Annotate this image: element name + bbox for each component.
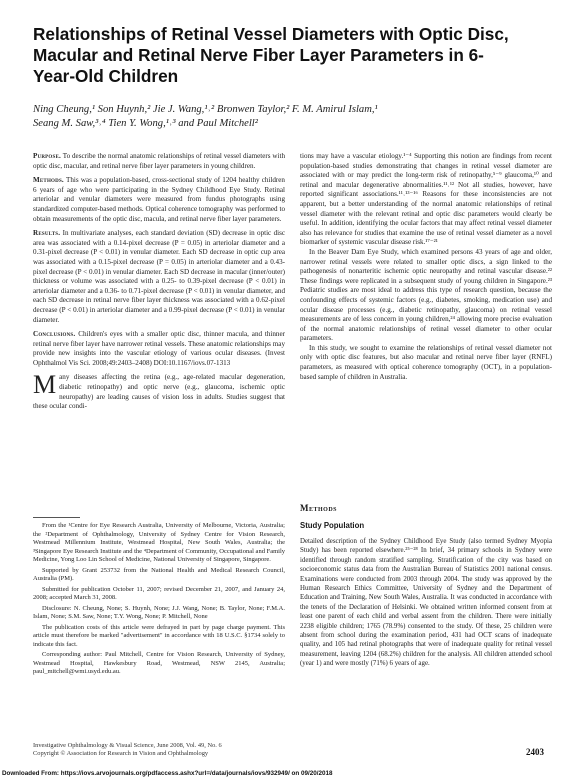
footnote-affiliations: From the ¹Centre for Eye Research Australia, University of Melbourne, Victoria, Australia; the ²Department of Ophthalmology, University of Sydney Centre for Vision Research, Westmead Millennium Institute, Westmead Hospital, New South Wales, Australia; the ³Singapore Eye Research Institute and the ⁴Department of Community, Occupational and Family Medicine, Yong Loo Lin School of Medicine, National University of Singapore, Singapore. (33, 522, 285, 563)
footnote-disclosure: Disclosure: N. Cheung, None; S. Huynh, None; J.J. Wang, None; B. Taylor, None; F.M.A. Islam, None; S.M. Saw, None; T.Y. Wong, None; P. Mitchell, None (33, 604, 285, 620)
abstract-conclusions: Conclusions. Children's eyes with a smaller optic disc, thinner macula, and thinner retinal nerve fiber layer have narrower retinal vessels. These anatomic relationships may provide new insights into the vascular etiology of various ocular diseases. (Invest Ophthalmol Vis Sci. 2008;49:2403–2408) DOI:10.1167/iovs.07-1313 (33, 330, 285, 367)
intro-continuation: tions may have a vascular etiology.¹⁻⁴ Supporting this notion are findings from recent population-based studies demonstrating that changes in retinal vessel diameter are associated with or may predict the long-term risk of retinopathy,⁵⁻⁹ glaucoma,¹⁰ and retinal and macular degenerative abnormalities.¹¹˒¹² Not all studies, however, have reported significant associations.¹¹˒¹³⁻¹⁶ Reasons for these inconsistencies are not apparent, but a better understanding of the normal anatomic relationships of retinal vessel diameter with the relevant retinal and optic disc parameters would clearly be useful. In addition, identifying the ocular factors that may affect retinal vessel diameter also has relevance for studies that examine the use of retinal vessel diameter as a novel biomarker of systemic vascular disease risk.¹⁷⁻²¹ (300, 152, 552, 247)
page-number: 2403 (526, 747, 544, 757)
journal-citation: Investigative Ophthalmology & Visual Science, June 2008, Vol. 49, No. 6 (33, 742, 222, 749)
footnote-rule (33, 517, 80, 518)
footnote-funding: Supported by Grant 253732 from the National Health and Medical Research Council, Australia (PM). (33, 566, 285, 582)
author-list (33, 103, 543, 131)
abstract (33, 152, 285, 368)
intro-paragraph-3: In this study, we sought to examine the relationships of retinal vessel diameter not only with optic disc features, but also macular and retinal nerve fiber layer (RNFL) parameters, as measured with optical coherence tomography (OCT), in a population-based sample of children in Australia. (300, 343, 552, 381)
author-line-2: Seang M. Saw,³˒⁴ Tien Y. Wong,¹˒³ and Paul Mitchell² (33, 118, 258, 129)
right-column (300, 152, 552, 382)
footnote-submission: Submitted for publication October 11, 2007; revised December 21, 2007, and January 24, 2008; accepted March 31, 2008. (33, 585, 285, 601)
study-population-text: Detailed description of the Sydney Childhood Eye Study (also termed Sydney Myopia Study) has been reported elsewhere.²⁵⁻²⁸ In brief, 34 primary schools in Sydney were identified through random stratified sampling. Stratification of the city was based on socioeconomic status data from the Australian Bureau of Statistics 2001 national census. Examinations were conducted from 2003 through 2004. The study was approved by the Human Research Ethics Committee, University of Sydney and the Department of Education and Training, New South Wales, Australia. It was conducted in accordance with the tenets of the Declaration of Helsinki. We obtained written informed consent from at least one parent of each child and verbal assent from the children. There were initially 2238 eligible children; 1765 (78.9%) consented to the study. Of these, 25 children were absent from school during the examination period, 431 had OCT scans of inadequate quality, and 105 had retinal photographs that were of inadequate quality for retinal vessel measurement, leaving 1204 (68.2%) children for the analysis. All children attended school (year 1) and were mostly (71%) 6 years of age. (300, 538, 552, 668)
abstract-results: Results. In multivariate analyses, each standard deviation (SD) decrease in optic disc area was associated with a 0.14-pixel decrease (P = 0.05) in arteriolar diameter and a 0.31-pixel decrease (P < 0.01) in venular diameter. Each SD decrease in optic cup area was associated with a 0.15-pixel decrease (P = 0.05) in arteriolar diameter and a 0.43-pixel decrease (P < 0.01) in venular diameter. Each SD decrease in macular (inner/outer) thickness or volume was associated with a 0.25- to 0.39-pixel decrease (P < 0.01) in arteriolar diameter and a 0.36- to 0.71-pixel decrease (P < 0.01) in venular diameter, and each SD decrease in retinal nerve fiber layer thickness was associated with a 0.62-pixel decrease (P < 0.01) in arteriolar diameter and a 0.99-pixel decrease (P < 0.01) in venular diameter. (33, 229, 285, 324)
methods-heading: Methods (300, 503, 338, 513)
abstract-methods: Methods. This was a population-based, cross-sectional study of 1204 healthy children 6 years of age who were participating in the Sydney Childhood Eye Study. Retinal arteriolar and venular diameters were measured from fundus photographs using standardized computer-based methods. Optical coherence tomography was performed to obtain measurements of the optic disc, macula, and retinal nerve fiber layer parameters. (33, 176, 285, 223)
footnotes (33, 522, 285, 679)
author-line-1: Ning Cheung,¹ Son Huynh,² Jie J. Wang,¹˒² Bronwen Taylor,² F. M. Amirul Islam,¹ (33, 104, 378, 115)
journal-info (33, 742, 222, 758)
study-population-heading: Study Population (300, 521, 365, 530)
drop-cap: M (33, 370, 57, 400)
download-line[interactable]: Downloaded From: https://iovs.arvojournals.org/pdfaccess.ashx?url=/data/journals/iovs/932949/ on 09/20/2018 (2, 770, 333, 777)
intro-paragraph-2: In the Beaver Dam Eye Study, which examined persons 43 years of age and older, narrower retinal vessels were related to smaller optic discs, a sign linked to the pathogenesis of nonarteritic ischemic optic neuropathy and retinal vascular disease.²² These findings were replicated in a subsequent study of young children in Singapore.²³ Pediatric studies are most ideal to address this type of research question, because the confounding effects of systemic factors (e.g., diabetes, smoking, medication use) and ocular disease processes (e.g., diabetic retinopathy, glaucoma) on retinal vessel measurements are of less concern in young children,²⁴ allowing more precise evaluation of the normal anatomic relationships of retinal vessel diameter to other ocular parameters. (300, 247, 552, 343)
left-column (33, 152, 285, 412)
intro-paragraph: Many diseases affecting the retina (e.g., age-related macular degeneration, diabetic retinopathy) and optic nerve (e.g., glaucoma, ischemic optic neuropathy) are leading causes of vision loss in adults. Studies suggest that these ocular condi- (33, 370, 285, 411)
footnote-corresponding-author: Corresponding author: Paul Mitchell, Centre for Vision Research, University of Sydney, Westmead Hospital, Hawkesbury Road, Westmead, NSW 2145, Australia; paul_mitchell@wmi.usyd.edu.au. (33, 651, 285, 675)
abstract-purpose: Purpose. To describe the normal anatomic relationships of retinal vessel diameters with optic disc, macular, and retinal nerve fiber layer parameters in young children. (33, 152, 285, 170)
copyright-line: Copyright © Association for Research in Vision and Ophthalmology (33, 750, 209, 758)
footnote-publication-costs: The publication costs of this article were defrayed in part by page charge payment. This article must therefore be marked "advertisement" in accordance with 18 U.S.C. §1734 solely to indicate this fact. (33, 623, 285, 648)
article-title: Relationships of Retinal Vessel Diameters with Optic Disc, Macular and Retinal Nerve Fiber Layer Parameters in 6-Year-Old Children (33, 24, 509, 86)
